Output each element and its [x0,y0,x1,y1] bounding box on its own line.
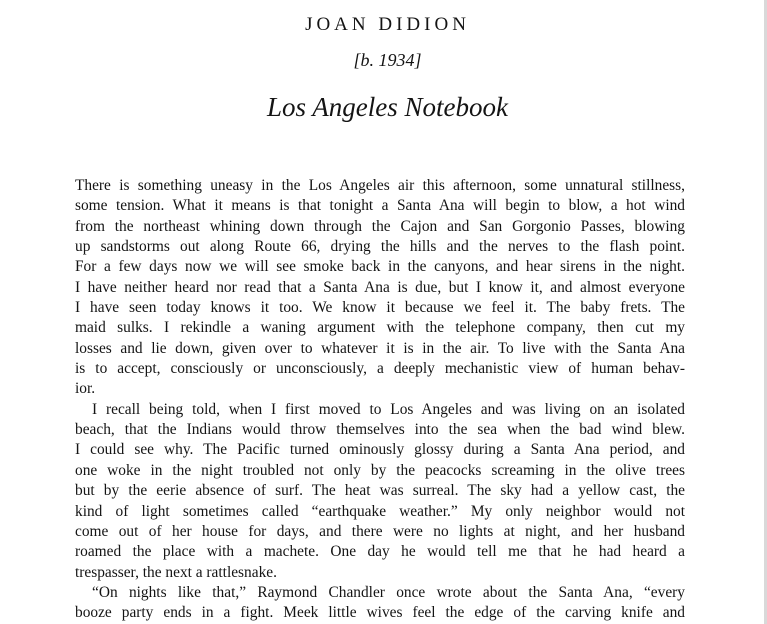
text-line: I could see why. The Pacific turned ominously glossy during a Santa Ana period, and [75,441,685,459]
text-line: trespasser, the next a rattlesnake. [75,563,277,581]
text-line: For a few days now we will see smoke back in the canyons, and hear sirens in the night. [75,258,685,276]
text-line: maid sulks. I rekindle a waning argument with the telephone company, then cut my [75,319,685,337]
essay-title: Los Angeles Notebook [267,92,508,122]
text-line: There is something uneasy in the Los Angeles air this afternoon, some unnatural stillness, [75,177,685,194]
text-line: I have seen today knows it too. We know it because we feel it. The baby frets. The [75,299,685,317]
essay-body [75,176,685,624]
text-line: from the northeast whining down through the Cajon and San Gorgonio Passes, blowing [75,217,685,235]
text-line: beach, that the Indians would throw themselves into the sea when the bad wind blew. [75,421,685,439]
author-name: JOAN DIDION [305,14,470,35]
author-birth-year: [b. 1934] [353,50,422,70]
text-line: come out of her house for days, and there were no lights at night, and her husband [75,522,685,540]
text-line: roamed the place with a machete. One day he would tell me that he had heard a [75,543,685,561]
text-line: “On nights like that,” Raymond Chandler once wrote about the Santa Ana, “every [92,583,685,601]
text-line: is to accept, consciously or unconsciously, a deeply mechanistic view of human behav- [75,360,685,378]
text-line: one woke in the night troubled not only by the peacocks screaming in the olive trees [75,461,685,479]
text-line: but by the eerie absence of surf. The heat was surreal. The sky had a yellow cast, the [75,482,685,500]
text-line: kind of light sometimes called “earthquake weather.” My only neighbor would not [75,502,685,520]
text-line: I have neither heard nor read that a Santa Ana is due, but I know it, and almost everyone [75,278,685,296]
text-line: I recall being told, when I first moved to Los Angeles and was living on an isolated [92,400,685,418]
text-line: booze party ends in a fight. Meek little wives feel the edge of the carving knife and [75,604,685,622]
text-line: up sandstorms out along Route 66, drying the hills and the nerves to the flash point. [75,238,685,256]
text-line: losses and lie down, given over to whatever it is in the air. To live with the Santa Ana [75,339,685,357]
text-line: some tension. What it means is that tonight a Santa Ana will begin to blow, a hot wind [75,197,685,215]
text-line: ior. [75,380,96,398]
